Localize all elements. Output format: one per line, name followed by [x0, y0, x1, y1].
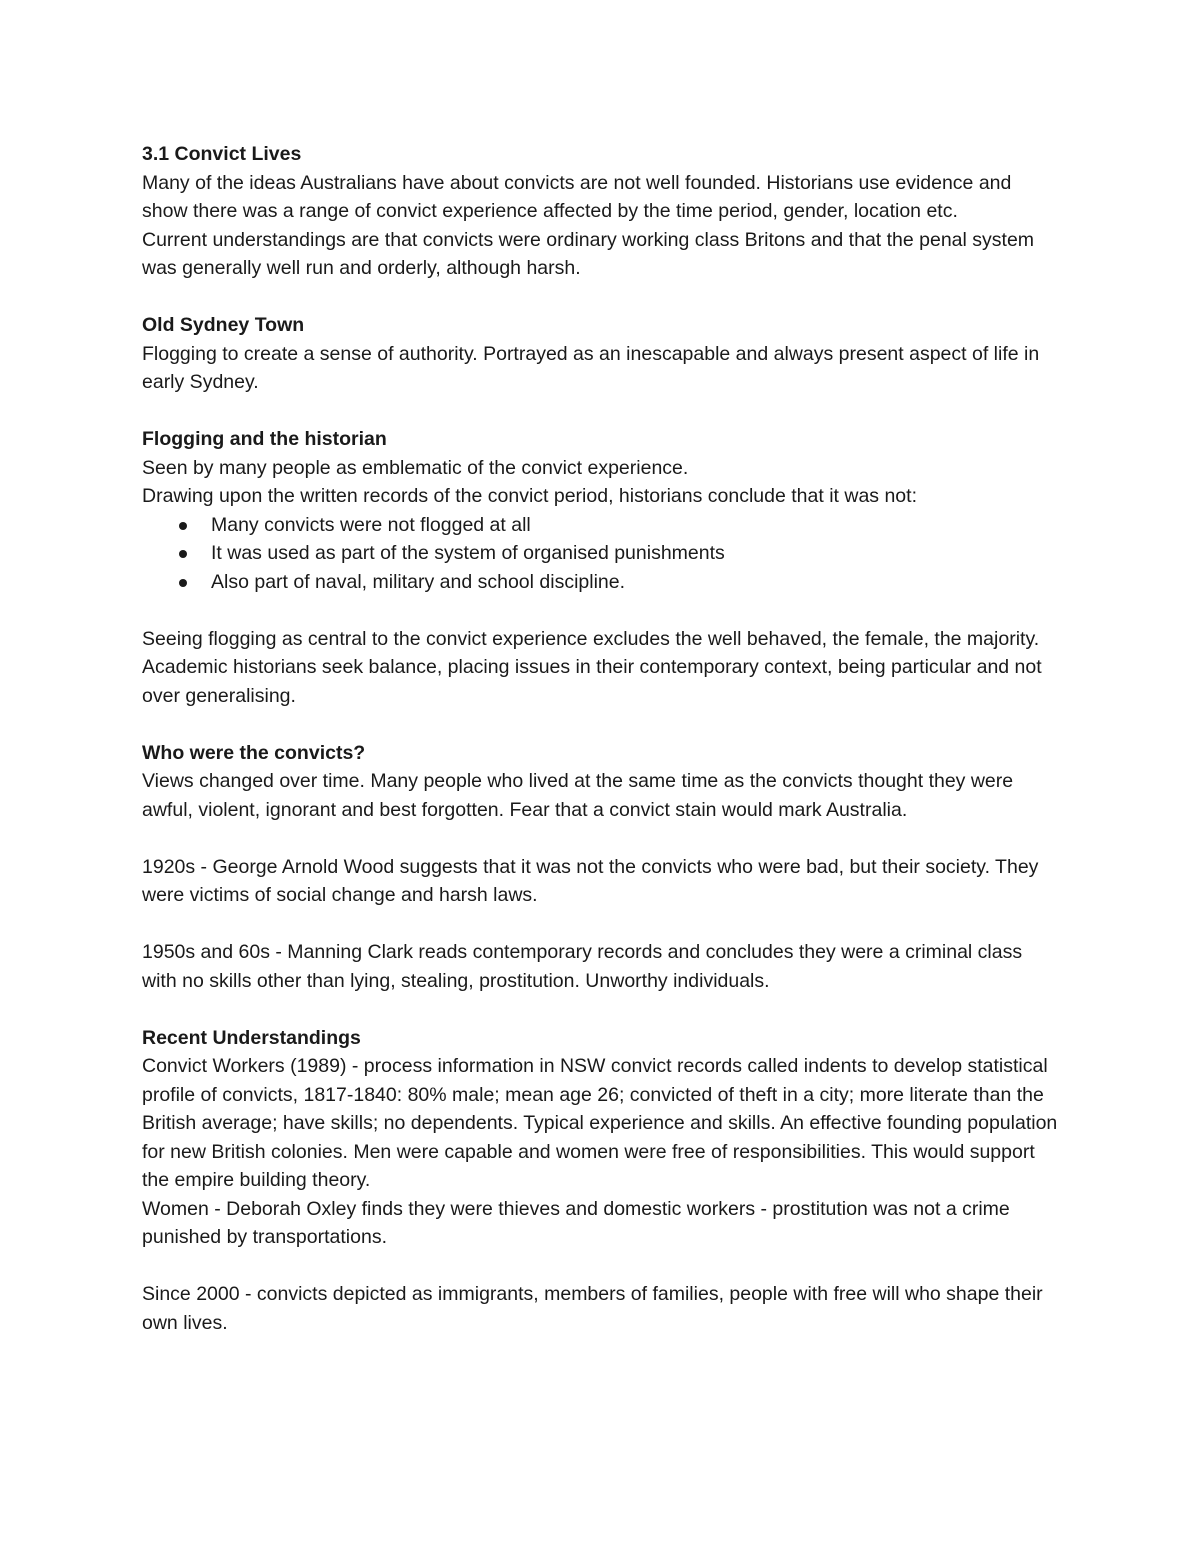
blank-line — [142, 910, 1062, 939]
bullet-item — [142, 511, 1062, 540]
bullet-item — [142, 539, 1062, 568]
section-heading: 3.1 Convict Lives — [142, 143, 302, 165]
blank-line — [142, 824, 1062, 853]
paragraph: Since 2000 - convicts depicted as immigrants, members of families, people with free will who shape their own lives. — [142, 1283, 1043, 1334]
bullet-list — [142, 511, 1062, 597]
bullet-icon — [179, 579, 187, 587]
section-who-were-convicts — [142, 739, 1062, 996]
section-old-sydney-town — [142, 311, 1062, 397]
paragraph: Flogging to create a sense of authority. Portrayed as an inescapable and always present aspect of life in early Sydney. — [142, 342, 1040, 393]
blank-line — [142, 1252, 1062, 1281]
section-heading: Flogging and the historian — [142, 428, 387, 450]
bullet-icon — [179, 550, 187, 558]
paragraph: Views changed over time. Many people who lived at the same time as the convicts thought they were awful, violent, ignorant and best forgotten. Fear that a convict stain would mark Australia. — [142, 770, 1014, 821]
paragraph: Women - Deborah Oxley finds they were thieves and domestic workers - prostitution was not a crime punished by transportations. — [142, 1197, 1010, 1248]
paragraph: Many of the ideas Australians have about convicts are not well founded. Historians use evidence and show there was a range of convict experience affected by the time period, gender, location etc. — [142, 171, 1012, 222]
bullet-text: Also part of naval, military and school discipline. — [211, 570, 626, 593]
paragraph: Current understandings are that convicts were ordinary working class Britons and that the penal system was generally well run and orderly, although harsh. — [142, 228, 1035, 279]
bullet-text: It was used as part of the system of organised punishments — [211, 542, 725, 564]
section-recent-understandings — [142, 1024, 1062, 1338]
bullet-icon — [179, 522, 187, 530]
paragraph: Drawing upon the written records of the convict period, historians conclude that it was not: — [142, 485, 917, 507]
section-convict-lives — [142, 140, 1062, 283]
paragraph: Convict Workers (1989) - process information in NSW convict records called indents to develop statistical profile of convicts, 1817-1840: 80% male; mean age 26; convicted of theft in a city; more literate than the British average; have skills; no dependents. Typical experience and skills. An effective founding population for new British colonies. Men were capable and women were free of responsibilities. This would support the empire building theory. — [142, 1055, 1058, 1191]
blank-line — [142, 710, 1062, 739]
paragraph: 1920s - George Arnold Wood suggests that it was not the convicts who were bad, but their society. They were victims of social change and harsh laws. — [142, 855, 1039, 906]
section-heading: Old Sydney Town — [142, 314, 305, 336]
paragraph: Seeing flogging as central to the convict experience excludes the well behaved, the female, the majority. Academic historians seek balance, placing issues in their contemporary context, being particular and not over generalising. — [142, 627, 1042, 707]
blank-line — [142, 397, 1062, 426]
bullet-text: Many convicts were not flogged at all — [211, 513, 531, 536]
blank-line — [142, 596, 1062, 625]
section-heading: Recent Understandings — [142, 1026, 361, 1049]
blank-line — [142, 995, 1062, 1024]
paragraph: Seen by many people as emblematic of the convict experience. — [142, 456, 689, 479]
blank-line — [142, 283, 1062, 312]
section-flogging-historian — [142, 425, 1062, 710]
document-page — [142, 140, 1062, 1337]
section-heading: Who were the convicts? — [142, 741, 366, 764]
bullet-item — [142, 568, 1062, 597]
paragraph: 1950s and 60s - Manning Clark reads contemporary records and concludes they were a criminal class with no skills other than lying, stealing, prostitution. Unworthy individuals. — [142, 941, 1023, 992]
